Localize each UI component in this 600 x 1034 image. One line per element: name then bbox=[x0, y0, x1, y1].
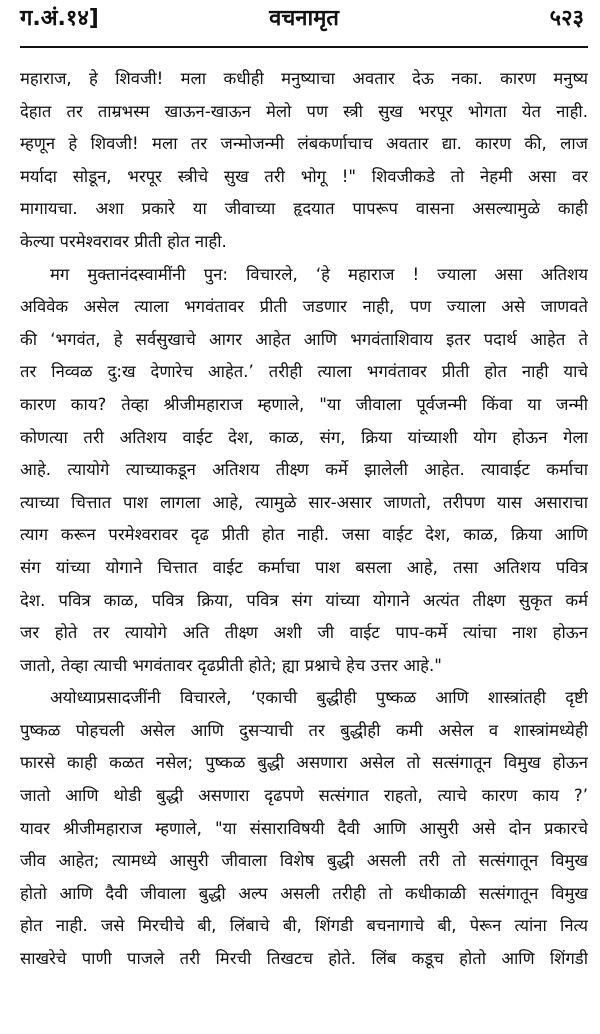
text-line: अविवेक असेल त्याला भगवंतावर प्रीती जडणार नाही, पण ज्याला असे जाणवते bbox=[20, 297, 588, 317]
text-line: त्याग करून परमेश्वरावर दृढ प्रीती होत नाही. जसा वाईट देश, काळ, क्रिया आणि bbox=[20, 525, 588, 545]
text-line: मर्यादा सोडून, भरपूर स्त्रीचे सुख तरी भोगू !" शिवजीकडे तो नेहमी असा वर bbox=[20, 166, 588, 186]
text-line: संग यांच्या योगाने चित्तात वाईट कर्माचा पाश बसला आहे, तसा अतिशय पवित्र bbox=[20, 557, 588, 577]
text-line: जातो आणि थोडी बुद्धी असणारा दृढपणे सत्संगात राहतो, त्याचे कारण काय ?’ bbox=[20, 786, 588, 806]
text-line: कोणत्या तरी अतिशय वाईट देश, काळ, संग, क्रिया यांच्याशी योग होऊन गेला bbox=[20, 427, 588, 447]
text-line: तर निव्वळ दु:ख देणारेच आहेत.’ तरीही त्याला भगवंतावर प्रीती होत नाही याचे bbox=[20, 362, 588, 382]
text-line: महाराज, हे शिवजी! मला कधीही मनुष्याचा अवतार देऊ नका. कारण मनुष्य bbox=[20, 69, 588, 88]
text-line: फारसे काही कळत नसेल; पुष्कळ बुद्धी असणारा असेल तो सत्संगातून विमुख होऊन bbox=[20, 753, 588, 773]
text-line: अयोध्याप्रसादजींनी विचारले, ‘एकाची बुद्धीही पुष्कळ आणि शास्त्रांतही दृष्टी bbox=[50, 688, 588, 708]
text-line: पुष्कळ पोहचली असेल आणि दुसऱ्याची तर बुद्धीही कमी असेल व शास्त्रांमध्येही bbox=[20, 720, 588, 740]
text-line: जर होते तर त्यायोगे अति तीक्ष्ण अशी जी वाईट पाप-कर्मे त्यांचा नाश होऊन bbox=[20, 623, 588, 643]
text-line: जातो, तेव्हा त्याची भगवंतावर दृढप्रीती होते; ह्या प्रश्नाचे हेच उत्तर आहे." bbox=[20, 655, 442, 675]
text-line: मागायचा. अशा प्रकारे या जीवाच्या हृदयात पापरूप वासना असल्यामुळे काही bbox=[20, 199, 588, 219]
text-line: म्हणून हे शिवजी! मला तर जन्मोजन्मी लंबकर्णाचाच अवतार द्या. कारण की, लाज bbox=[20, 134, 588, 154]
running-title: वचनामृत bbox=[269, 6, 339, 31]
text-line: देश. पवित्र काळ, पवित्र क्रिया, पवित्र संग यांच्या योगाने अत्यंत तीक्ष्ण सुकृत कर्म bbox=[20, 590, 588, 610]
page-header bbox=[20, 0, 588, 48]
text-line: आहे. त्यायोगे त्याच्याकडून अतिशय तीक्ष्ण कर्मे झालेली आहेत. त्यावाईट कर्माचा bbox=[20, 460, 588, 480]
text-line: होत नाही. जसे मिरचीचे बी, लिंबाचे बी, शिंगडी बचनागाचे बी, पेरून त्यांना नित्य bbox=[20, 916, 588, 936]
text-line: त्याच्या चित्तात पाश लागला आहे, त्यामुळे सार-असार जाणतो, तरीपण यास असाराचा bbox=[20, 492, 588, 512]
page-number: ५२३ bbox=[549, 6, 584, 31]
text-line: कारण काय? तेव्हा श्रीजीमहाराज म्हणाले, "या जीवाला पूर्वजन्मी किंवा या जन्मी bbox=[20, 394, 588, 414]
text-line: जीव आहेत; त्यामध्ये आसुरी जीवाला विशेष बुद्धी असली तरी तो सत्संगातून विमुख bbox=[20, 851, 588, 871]
text-line: यावर श्रीजीमहाराज म्हणाले, "या संसाराविषयी दैवी आणि आसुरी असे दोन प्रकारचे bbox=[20, 818, 588, 838]
text-line: केल्या परमेश्वरावर प्रीती होत नाही. bbox=[20, 231, 227, 251]
chapter-reference: ग.अं.१४] bbox=[20, 6, 99, 31]
text-line: साखरेचे पाणी पाजले तरी मिरची तिखटच होते. लिंब कडूच होतो आणि शिंगडी bbox=[20, 949, 588, 969]
text-line: होतो आणि दैवी जीवाला बुद्धी अल्प असली तरीही तो कधीकाळी सत्संगातून विमुख bbox=[20, 883, 588, 903]
body-text bbox=[20, 63, 588, 976]
text-line: मग मुक्तानंदस्वामींनी पुन: विचारले, ‘हे महाराज ! ज्याला असा अतिशय bbox=[50, 264, 588, 284]
text-line: की ‘भगवंत, हे सर्वसुखाचे आगर आहेत आणि भगवंताशिवाय इतर पदार्थ आहेत ते bbox=[20, 329, 588, 349]
text-line: देहात तर ताम्रभस्म खाऊन-खाऊन मेलो पण स्त्री सुख भरपूर भोगता येत नाही. bbox=[20, 101, 588, 121]
